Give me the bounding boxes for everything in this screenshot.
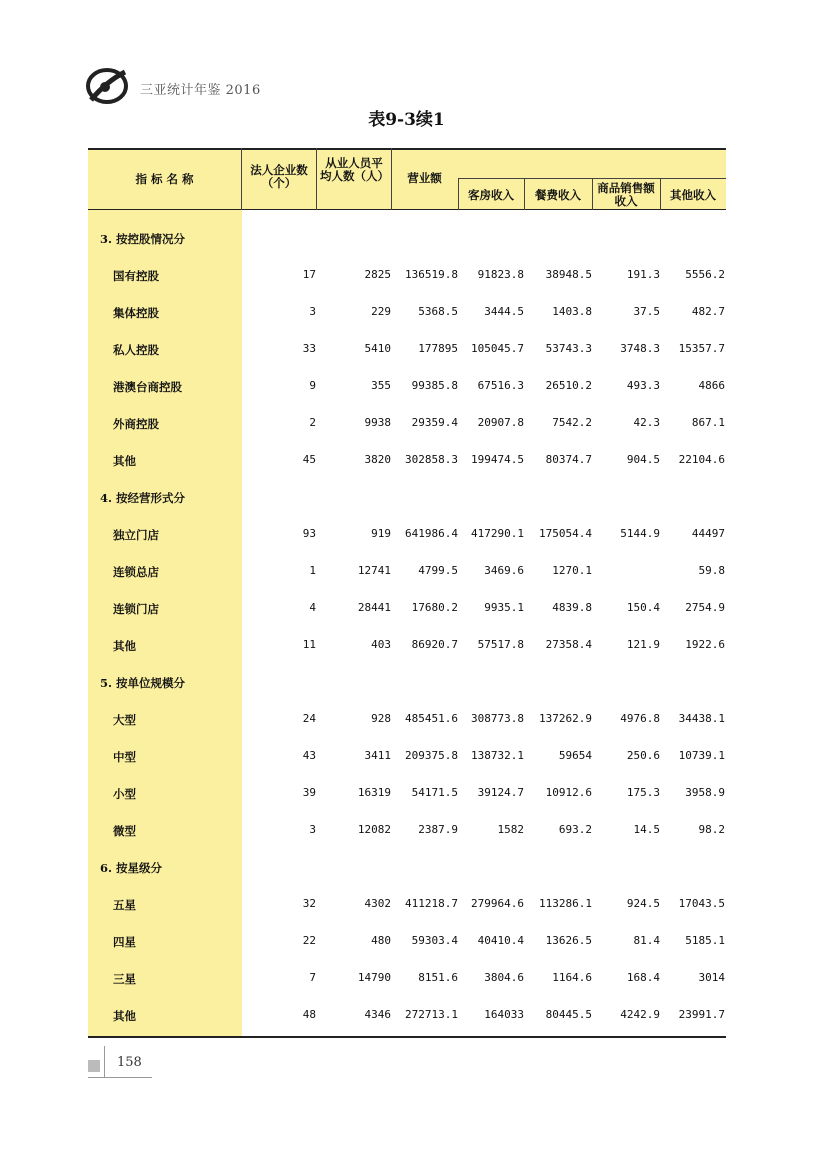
header-revenue: 营业额: [407, 171, 442, 185]
cell-other-income: 482.7: [691, 305, 725, 318]
cell-legal-entities: 9: [309, 379, 316, 392]
cell-other-income: 2754.9: [685, 601, 725, 614]
cell-other-income: 5556.2: [685, 268, 725, 281]
header-indicator: 指 标 名 称: [135, 172, 194, 186]
cell-revenue: 177895: [418, 342, 458, 355]
cell-revenue: 86920.7: [411, 638, 458, 651]
cell-employees: 5410: [364, 342, 391, 355]
cell-catering-income: 4839.8: [552, 601, 592, 614]
cell-revenue: 59303.4: [411, 934, 458, 947]
row-label: 独立门店: [113, 528, 159, 542]
cell-legal-entities: 39: [302, 786, 316, 799]
header-divider: [592, 178, 593, 210]
cell-revenue: 4799.5: [418, 564, 458, 577]
cell-revenue: 54171.5: [411, 786, 458, 799]
cell-employees: 919: [371, 527, 391, 540]
section-row: [88, 672, 726, 692]
cell-room-income: 308773.8: [471, 712, 524, 725]
row-label: 连锁总店: [113, 565, 159, 579]
cell-other-income: 1922.6: [685, 638, 725, 651]
cell-goods-sales-income: 250.6: [626, 749, 660, 762]
row-label: 外商控股: [113, 417, 159, 431]
cell-other-income: 10739.1: [678, 749, 725, 762]
cell-goods-sales-income: 3748.3: [620, 342, 660, 355]
table-bottom-rule: [88, 1036, 726, 1038]
table-row: [88, 339, 726, 359]
cell-catering-income: 38948.5: [545, 268, 592, 281]
cell-catering-income: 1270.1: [552, 564, 592, 577]
cell-room-income: 3804.6: [484, 971, 524, 984]
cell-employees: 4346: [364, 1008, 391, 1021]
cell-other-income: 23991.7: [678, 1008, 725, 1021]
page-number: 158: [117, 1055, 142, 1070]
table-top-rule: [88, 148, 726, 150]
row-label: 6. 按星级分: [100, 861, 163, 875]
cell-legal-entities: 4: [309, 601, 316, 614]
cell-catering-income: 1164.6: [552, 971, 592, 984]
cell-employees: 480: [371, 934, 391, 947]
cell-other-income: 22104.6: [678, 453, 725, 466]
row-label: 其他: [113, 639, 136, 653]
cell-legal-entities: 2: [309, 416, 316, 429]
cell-other-income: 15357.7: [678, 342, 725, 355]
table-row: [88, 894, 726, 914]
cell-legal-entities: 3: [309, 305, 316, 318]
running-title: 三亚统计年鉴 2016: [140, 83, 261, 98]
header-divider: [241, 148, 242, 210]
cell-other-income: 34438.1: [678, 712, 725, 725]
cell-legal-entities: 17: [302, 268, 316, 281]
table-row: [88, 265, 726, 285]
row-label: 三星: [113, 972, 136, 986]
cell-revenue: 209375.8: [405, 749, 458, 762]
cell-other-income: 3958.9: [685, 786, 725, 799]
cell-legal-entities: 32: [302, 897, 316, 910]
cell-other-income: 17043.5: [678, 897, 725, 910]
cell-other-income: 59.8: [698, 564, 725, 577]
cell-goods-sales-income: 175.3: [626, 786, 660, 799]
cell-legal-entities: 11: [302, 638, 316, 651]
cell-employees: 355: [371, 379, 391, 392]
table-row: [88, 968, 726, 988]
cell-catering-income: 175054.4: [539, 527, 592, 540]
cell-catering-income: 113286.1: [539, 897, 592, 910]
cell-revenue: 8151.6: [418, 971, 458, 984]
data-table: [88, 148, 726, 1038]
cell-catering-income: 7542.2: [552, 416, 592, 429]
cell-employees: 403: [371, 638, 391, 651]
cell-revenue: 136519.8: [405, 268, 458, 281]
row-label: 国有控股: [113, 269, 159, 283]
row-label: 微型: [113, 824, 136, 838]
cell-employees: 14790: [357, 971, 391, 984]
table-row: [88, 450, 726, 470]
cell-legal-entities: 45: [302, 453, 316, 466]
cell-employees: 12082: [357, 823, 391, 836]
cell-catering-income: 59654: [558, 749, 592, 762]
section-row: [88, 487, 726, 507]
cell-revenue: 641986.4: [405, 527, 458, 540]
table-row: [88, 376, 726, 396]
table-row: [88, 931, 726, 951]
cell-room-income: 67516.3: [477, 379, 524, 392]
cell-legal-entities: 22: [302, 934, 316, 947]
cell-goods-sales-income: 81.4: [633, 934, 660, 947]
section-row: [88, 857, 726, 877]
section-row: [88, 228, 726, 248]
cell-goods-sales-income: 904.5: [626, 453, 660, 466]
cell-legal-entities: 1: [309, 564, 316, 577]
cell-revenue: 2387.9: [418, 823, 458, 836]
cell-catering-income: 13626.5: [545, 934, 592, 947]
cell-employees: 9938: [364, 416, 391, 429]
header-room-income: 客房收入: [468, 188, 514, 202]
cell-goods-sales-income: 14.5: [633, 823, 660, 836]
cell-room-income: 9935.1: [484, 601, 524, 614]
row-label: 连锁门店: [113, 602, 159, 616]
cell-legal-entities: 93: [302, 527, 316, 540]
cell-employees: 28441: [357, 601, 391, 614]
table-title: 表9-3续1: [368, 110, 445, 130]
cell-room-income: 40410.4: [477, 934, 524, 947]
cell-revenue: 17680.2: [411, 601, 458, 614]
cell-other-income: 4866: [698, 379, 725, 392]
table-row: [88, 820, 726, 840]
cell-room-income: 3444.5: [484, 305, 524, 318]
cell-employees: 3820: [364, 453, 391, 466]
cell-revenue: 272713.1: [405, 1008, 458, 1021]
cell-legal-entities: 48: [302, 1008, 316, 1021]
cell-other-income: 867.1: [691, 416, 725, 429]
table-row: [88, 302, 726, 322]
cell-revenue: 302858.3: [405, 453, 458, 466]
cell-room-income: 164033: [484, 1008, 524, 1021]
cell-legal-entities: 24: [302, 712, 316, 725]
cell-room-income: 20907.8: [477, 416, 524, 429]
cell-legal-entities: 7: [309, 971, 316, 984]
header-legal-entities: 法人企业数（个）: [250, 163, 308, 190]
cell-room-income: 91823.8: [477, 268, 524, 281]
row-label: 四星: [113, 935, 136, 949]
cell-room-income: 105045.7: [471, 342, 524, 355]
cell-employees: 12741: [357, 564, 391, 577]
cell-employees: 2825: [364, 268, 391, 281]
table-row: [88, 746, 726, 766]
footer-square-mark: [88, 1060, 100, 1072]
row-label: 4. 按经营形式分: [100, 491, 186, 505]
row-label: 大型: [113, 713, 136, 727]
cell-catering-income: 53743.3: [545, 342, 592, 355]
cell-room-income: 1582: [497, 823, 524, 836]
table-row: [88, 1005, 726, 1025]
table-row: [88, 635, 726, 655]
row-label: 其他: [113, 1009, 136, 1023]
cell-employees: 3411: [364, 749, 391, 762]
cell-legal-entities: 33: [302, 342, 316, 355]
header-other-income: 其他收入: [670, 188, 716, 202]
table-row: [88, 783, 726, 803]
cell-catering-income: 10912.6: [545, 786, 592, 799]
cell-revenue: 485451.6: [405, 712, 458, 725]
cell-room-income: 3469.6: [484, 564, 524, 577]
cell-goods-sales-income: 191.3: [626, 268, 660, 281]
cell-revenue: 5368.5: [418, 305, 458, 318]
cell-revenue: 411218.7: [405, 897, 458, 910]
cell-other-income: 5185.1: [685, 934, 725, 947]
cell-catering-income: 80445.5: [545, 1008, 592, 1021]
cell-employees: 928: [371, 712, 391, 725]
table-row: [88, 709, 726, 729]
cell-room-income: 39124.7: [477, 786, 524, 799]
row-label: 港澳台商控股: [113, 380, 182, 394]
table-row: [88, 413, 726, 433]
table-row: [88, 524, 726, 544]
cell-catering-income: 693.2: [558, 823, 592, 836]
cell-catering-income: 26510.2: [545, 379, 592, 392]
cell-revenue: 99385.8: [411, 379, 458, 392]
cell-employees: 229: [371, 305, 391, 318]
cell-legal-entities: 3: [309, 823, 316, 836]
row-label: 中型: [113, 750, 136, 764]
cell-goods-sales-income: 4976.8: [620, 712, 660, 725]
cell-other-income: 98.2: [698, 823, 725, 836]
cell-room-income: 417290.1: [471, 527, 524, 540]
row-label: 小型: [113, 787, 136, 801]
cell-catering-income: 80374.7: [545, 453, 592, 466]
cell-other-income: 44497: [691, 527, 725, 540]
row-label: 3. 按控股情况分: [100, 232, 186, 246]
row-label: 5. 按单位规模分: [100, 676, 186, 690]
cell-goods-sales-income: 5144.9: [620, 527, 660, 540]
cell-goods-sales-income: 42.3: [633, 416, 660, 429]
cell-employees: 4302: [364, 897, 391, 910]
footer-horizontal-rule: [88, 1077, 152, 1078]
cell-legal-entities: 43: [302, 749, 316, 762]
cell-goods-sales-income: 924.5: [626, 897, 660, 910]
row-label: 五星: [113, 898, 136, 912]
header-goods-sales-income: 商品销售额收入: [597, 181, 655, 208]
header-subrule: [458, 178, 726, 179]
cell-catering-income: 27358.4: [545, 638, 592, 651]
footer-vertical-rule: [104, 1046, 105, 1078]
cell-goods-sales-income: 168.4: [626, 971, 660, 984]
cell-goods-sales-income: 150.4: [626, 601, 660, 614]
cell-other-income: 3014: [698, 971, 725, 984]
header-catering-income: 餐费收入: [535, 188, 581, 202]
cell-room-income: 199474.5: [471, 453, 524, 466]
cell-catering-income: 137262.9: [539, 712, 592, 725]
cell-goods-sales-income: 121.9: [626, 638, 660, 651]
cell-goods-sales-income: 37.5: [633, 305, 660, 318]
cell-room-income: 57517.8: [477, 638, 524, 651]
cell-goods-sales-income: 4242.9: [620, 1008, 660, 1021]
table-row: [88, 598, 726, 618]
header-bottom-rule: [88, 209, 726, 210]
cell-catering-income: 1403.8: [552, 305, 592, 318]
table-row: [88, 561, 726, 581]
cell-room-income: 279964.6: [471, 897, 524, 910]
row-label: 私人控股: [113, 343, 159, 357]
header-employees: 从业人员平均人数（人）: [320, 156, 389, 183]
cell-room-income: 138732.1: [471, 749, 524, 762]
row-label: 集体控股: [113, 306, 159, 320]
row-label: 其他: [113, 454, 136, 468]
yearbook-logo-icon: [83, 66, 129, 106]
cell-goods-sales-income: 493.3: [626, 379, 660, 392]
cell-revenue: 29359.4: [411, 416, 458, 429]
header-divider: [316, 148, 317, 210]
cell-employees: 16319: [357, 786, 391, 799]
